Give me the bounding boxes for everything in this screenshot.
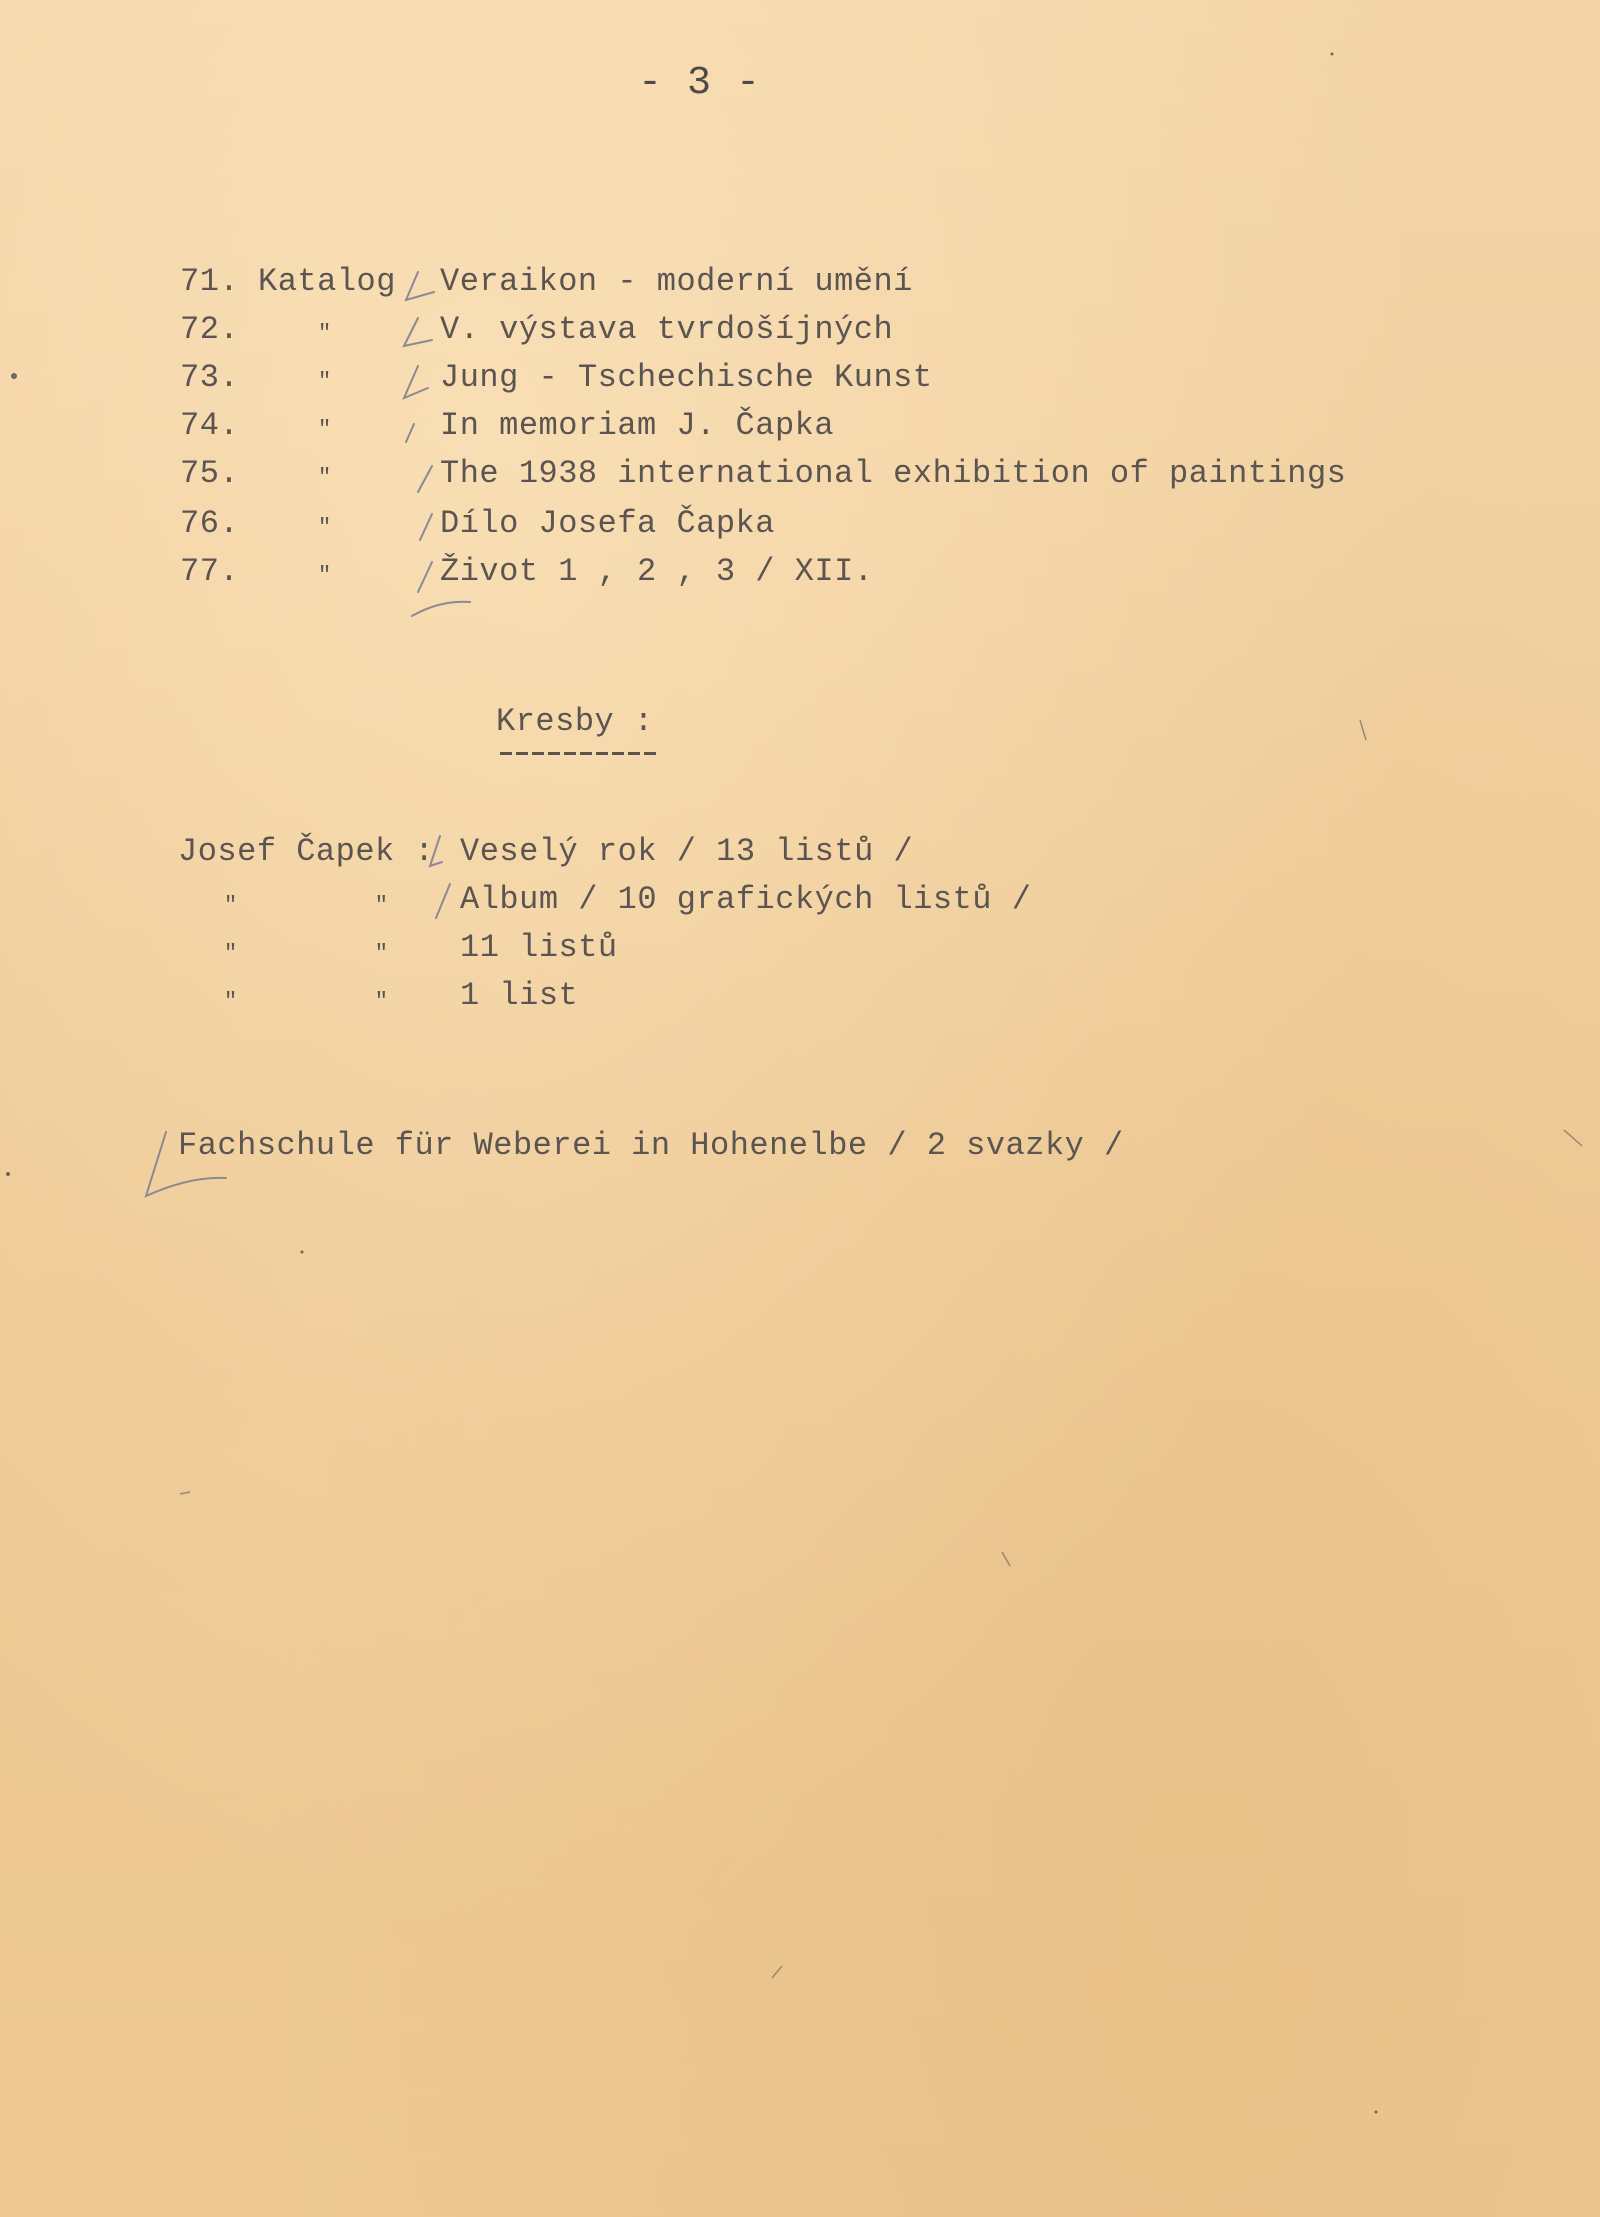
check-mark bbox=[436, 884, 450, 918]
footer-entry: Fachschule für Weberei in Hohenelbe / 2 svazky / bbox=[178, 1127, 1124, 1164]
item-title: In memoriam J. Čapka bbox=[440, 407, 835, 444]
drawing-title: 1 list bbox=[460, 977, 579, 1014]
item-number: 77. bbox=[180, 553, 240, 590]
item-label: " bbox=[318, 369, 332, 394]
ditto-marks: " " bbox=[224, 941, 389, 966]
check-mark bbox=[406, 424, 414, 442]
page-number: - 3 - bbox=[638, 61, 761, 106]
item-title: Dílo Josefa Čapka bbox=[440, 505, 775, 542]
drawing-title: Veselý rok / 13 listů / bbox=[460, 833, 914, 870]
check-mark bbox=[404, 318, 432, 346]
item-number: 71. bbox=[180, 263, 240, 300]
check-mark bbox=[406, 272, 434, 300]
item-number: 72. bbox=[180, 311, 240, 348]
item-title: Veraikon - moderní umění bbox=[440, 263, 913, 300]
item-title: Život 1 , 2 , 3 / XII. bbox=[440, 553, 874, 590]
item-title: V. výstava tvrdošíjných bbox=[440, 311, 894, 348]
item-title: Jung - Tschechische Kunst bbox=[440, 359, 933, 396]
item-label: Katalog bbox=[258, 263, 396, 300]
item-number: 76. bbox=[180, 505, 240, 542]
artist-name: Josef Čapek : bbox=[178, 833, 435, 870]
item-label: " bbox=[318, 563, 332, 588]
item-label: " bbox=[318, 417, 332, 442]
heading-underline bbox=[500, 752, 660, 755]
drawing-title: Album / 10 grafických listů / bbox=[460, 881, 1032, 918]
drawing-title: 11 listů bbox=[460, 929, 618, 966]
item-label: " bbox=[318, 515, 332, 540]
item-label: " bbox=[318, 321, 332, 346]
item-title: The 1938 international exhibition of paintings bbox=[440, 455, 1347, 492]
ditto-marks: " " bbox=[224, 893, 389, 918]
item-label: " bbox=[318, 465, 332, 490]
item-number: 75. bbox=[180, 455, 240, 492]
check-mark bbox=[418, 466, 432, 492]
item-number: 73. bbox=[180, 359, 240, 396]
ditto-marks: " " bbox=[224, 989, 389, 1014]
item-number: 74. bbox=[180, 407, 240, 444]
check-mark bbox=[404, 366, 428, 398]
section-heading-drawings: Kresby : bbox=[496, 703, 654, 740]
check-mark bbox=[420, 514, 432, 540]
